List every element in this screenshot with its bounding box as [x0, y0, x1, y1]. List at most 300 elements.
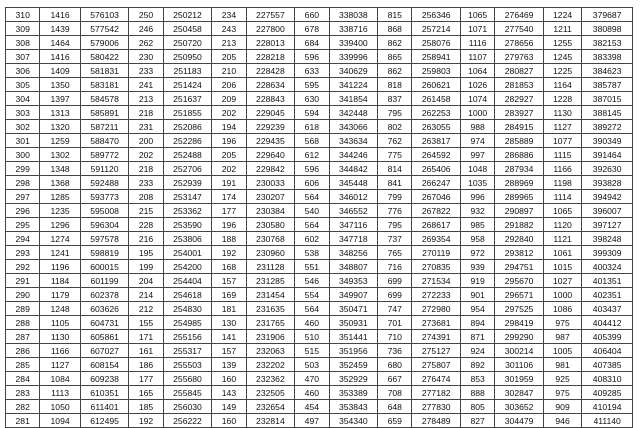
table-cell: 862 [378, 64, 412, 78]
table-cell: 600015 [80, 260, 129, 274]
table-cell: 275807 [412, 358, 461, 372]
table-cell: 1027 [543, 274, 581, 288]
table-row [6, 400, 633, 414]
table-cell: 300 [6, 148, 40, 162]
table-cell: 262 [129, 36, 163, 50]
table-cell: 296 [6, 204, 40, 218]
table-row [6, 106, 633, 120]
table-cell: 510 [295, 330, 329, 344]
table-cell: 1005 [543, 344, 581, 358]
table-row [6, 414, 633, 428]
table-cell: 972 [460, 246, 494, 260]
table-cell: 305 [6, 78, 40, 92]
table-cell: 776 [378, 204, 412, 218]
table-cell: 598819 [80, 246, 129, 260]
table-cell: 195 [129, 246, 163, 260]
table-cell: 379687 [582, 8, 633, 22]
table-cell: 799 [378, 190, 412, 204]
table-cell: 1196 [40, 260, 80, 274]
table-cell: 300214 [495, 344, 544, 358]
table-cell: 1416 [40, 8, 80, 22]
table-cell: 301 [6, 134, 40, 148]
table-cell: 407385 [582, 358, 633, 372]
table-cell: 270119 [412, 246, 461, 260]
table-cell: 383398 [582, 50, 633, 64]
table-cell: 583181 [80, 78, 129, 92]
table-cell: 580422 [80, 50, 129, 64]
table-cell: 343634 [329, 134, 378, 148]
table-cell: 595 [295, 78, 329, 92]
table-cell: 932 [460, 204, 494, 218]
table-cell: 289965 [495, 190, 544, 204]
table-cell: 342448 [329, 106, 378, 120]
table-cell: 814 [378, 162, 412, 176]
table-cell: 267822 [412, 204, 461, 218]
table-cell: 382153 [582, 36, 633, 50]
table-cell: 283927 [495, 106, 544, 120]
table-cell: 234 [212, 8, 246, 22]
table-row [6, 204, 633, 218]
table-cell: 352929 [329, 372, 378, 386]
table-cell: 213 [129, 92, 163, 106]
table-cell: 341224 [329, 78, 378, 92]
table-cell: 939 [460, 260, 494, 274]
table-cell: 1121 [543, 232, 581, 246]
table-cell: 401351 [582, 274, 633, 288]
table-cell: 157 [212, 274, 246, 288]
table-cell: 288 [6, 316, 40, 330]
table-cell: 612 [295, 148, 329, 162]
table-cell: 250 [129, 8, 163, 22]
table-cell: 308 [6, 36, 40, 50]
table-cell: 1071 [460, 22, 494, 36]
table-cell: 209 [212, 92, 246, 106]
table-cell: 1164 [543, 78, 581, 92]
table-cell: 389272 [582, 120, 633, 134]
table-cell: 230033 [246, 176, 295, 190]
table-cell: 254985 [163, 316, 212, 330]
table-cell: 273681 [412, 316, 461, 330]
table-cell: 609238 [80, 372, 129, 386]
table-cell: 174 [212, 190, 246, 204]
table-cell: 130 [212, 316, 246, 330]
table-cell: 297 [6, 190, 40, 204]
table-cell: 246 [129, 22, 163, 36]
table-cell: 302 [6, 120, 40, 134]
table-cell: 278489 [412, 414, 461, 428]
table-cell: 667 [378, 372, 412, 386]
table-cell: 1248 [40, 302, 80, 316]
table-cell: 1179 [40, 288, 80, 302]
table-cell: 243 [212, 22, 246, 36]
table-cell: 827 [460, 414, 494, 428]
table-cell: 596304 [80, 218, 129, 232]
table-cell: 1127 [543, 120, 581, 134]
table-cell: 1127 [40, 358, 80, 372]
table-cell: 894 [460, 316, 494, 330]
table-cell: 279763 [495, 50, 544, 64]
table-cell: 1368 [40, 176, 80, 190]
table-cell: 1397 [40, 92, 80, 106]
table-cell: 564 [295, 190, 329, 204]
table-cell: 1274 [40, 232, 80, 246]
table-cell: 216 [129, 232, 163, 246]
data-table [5, 7, 633, 428]
table-cell: 232362 [246, 372, 295, 386]
table-cell: 1313 [40, 106, 80, 120]
table-cell: 546 [295, 274, 329, 288]
table-cell: 409285 [582, 386, 633, 400]
table-cell: 402351 [582, 288, 633, 302]
table-cell: 584578 [80, 92, 129, 106]
table-cell: 255680 [163, 372, 212, 386]
table-cell: 351441 [329, 330, 378, 344]
table-cell: 397127 [582, 218, 633, 232]
table-cell: 253362 [163, 204, 212, 218]
table-cell: 1065 [460, 8, 494, 22]
table-cell: 605861 [80, 330, 129, 344]
table-cell: 160 [212, 414, 246, 428]
table-cell: 1035 [460, 176, 494, 190]
table-cell: 747 [378, 302, 412, 316]
table-row [6, 218, 633, 232]
table-cell: 554 [295, 288, 329, 302]
table-cell: 230 [129, 50, 163, 64]
table-cell: 579006 [80, 36, 129, 50]
table-cell: 405399 [582, 330, 633, 344]
table-cell: 515 [295, 344, 329, 358]
table-cell: 344246 [329, 148, 378, 162]
table-row [6, 92, 633, 106]
table-cell: 1026 [460, 78, 494, 92]
table-row [6, 372, 633, 386]
table-cell: 581831 [80, 64, 129, 78]
table-row [6, 162, 633, 176]
table-cell: 1084 [40, 372, 80, 386]
table-cell: 576103 [80, 8, 129, 22]
table-cell: 298 [6, 176, 40, 190]
table-cell: 208 [129, 190, 163, 204]
table-cell: 408310 [582, 372, 633, 386]
table-cell: 139 [212, 358, 246, 372]
table-cell: 269354 [412, 232, 461, 246]
table-cell: 1074 [460, 92, 494, 106]
table-cell: 296571 [495, 288, 544, 302]
table-cell: 285889 [495, 134, 544, 148]
table-cell: 597578 [80, 232, 129, 246]
table-cell: 290 [6, 288, 40, 302]
table-cell: 988 [460, 120, 494, 134]
table-cell: 1077 [543, 134, 581, 148]
table-cell: 1130 [40, 330, 80, 344]
table-cell: 396007 [582, 204, 633, 218]
table-cell: 272233 [412, 288, 461, 302]
table-cell: 232202 [246, 358, 295, 372]
table-cell: 610351 [80, 386, 129, 400]
table-cell: 284915 [495, 120, 544, 134]
table-cell: 213 [212, 36, 246, 50]
table-cell: 290897 [495, 204, 544, 218]
table-cell: 1320 [40, 120, 80, 134]
table-cell: 680 [378, 358, 412, 372]
table-cell: 181 [212, 302, 246, 316]
table-cell: 765 [378, 246, 412, 260]
table-cell: 775 [378, 148, 412, 162]
table-cell: 251855 [163, 106, 212, 120]
table-cell: 564 [295, 218, 329, 232]
table-cell: 256030 [163, 400, 212, 414]
table-cell: 1064 [460, 64, 494, 78]
table-cell: 192 [129, 414, 163, 428]
table-cell: 380898 [582, 22, 633, 36]
table-cell: 350931 [329, 316, 378, 330]
table-cell: 250458 [163, 22, 212, 36]
table-cell: 292 [6, 260, 40, 274]
table-cell: 251637 [163, 92, 212, 106]
table-cell: 404412 [582, 316, 633, 330]
table-cell: 345448 [329, 176, 378, 190]
table-cell: 454 [295, 400, 329, 414]
table-cell: 925 [543, 372, 581, 386]
table-cell: 276474 [412, 372, 461, 386]
table-cell: 503 [295, 358, 329, 372]
table-cell: 200 [129, 134, 163, 148]
table-cell: 594 [295, 106, 329, 120]
table-cell: 618 [295, 120, 329, 134]
table-row [6, 176, 633, 190]
table-cell: 398248 [582, 232, 633, 246]
table-cell: 1130 [543, 106, 581, 120]
table-cell: 228 [129, 218, 163, 232]
table-cell: 228428 [246, 64, 295, 78]
table-cell: 258941 [412, 50, 461, 64]
table-cell: 410194 [582, 400, 633, 414]
table-cell: 1065 [543, 204, 581, 218]
table-cell: 901 [460, 288, 494, 302]
table-row [6, 120, 633, 134]
table-cell: 281 [6, 414, 40, 428]
table-cell: 228013 [246, 36, 295, 50]
table-cell: 592488 [80, 176, 129, 190]
table-cell: 227800 [246, 22, 295, 36]
table-cell: 267046 [412, 190, 461, 204]
table-cell: 283 [6, 386, 40, 400]
table-cell: 161 [129, 344, 163, 358]
table-cell: 588470 [80, 134, 129, 148]
table-cell: 805 [460, 400, 494, 414]
table-cell: 302847 [495, 386, 544, 400]
table-cell: 254830 [163, 302, 212, 316]
table-cell: 608154 [80, 358, 129, 372]
table-cell: 1285 [40, 190, 80, 204]
table-cell: 160 [212, 372, 246, 386]
table-cell: 231285 [246, 274, 295, 288]
table-cell: 256222 [163, 414, 212, 428]
table-cell: 264592 [412, 148, 461, 162]
table-cell: 199 [129, 260, 163, 274]
table-cell: 255503 [163, 358, 212, 372]
table-cell: 204 [129, 274, 163, 288]
table-cell: 202 [129, 148, 163, 162]
table-row [6, 386, 633, 400]
table-cell: 1224 [543, 8, 581, 22]
table-cell: 301959 [495, 372, 544, 386]
table-cell: 1120 [543, 218, 581, 232]
table-cell: 354340 [329, 414, 378, 428]
table-cell: 603626 [80, 302, 129, 316]
table-cell: 155 [129, 316, 163, 330]
table-cell: 252706 [163, 162, 212, 176]
table-cell: 865 [378, 50, 412, 64]
table-cell: 196 [212, 134, 246, 148]
table-cell: 708 [378, 386, 412, 400]
table-cell: 411140 [582, 414, 633, 428]
table-cell: 252286 [163, 134, 212, 148]
table-cell: 699 [378, 274, 412, 288]
table-cell: 231765 [246, 316, 295, 330]
table-cell: 260621 [412, 78, 461, 92]
table-row [6, 274, 633, 288]
table-cell: 815 [378, 8, 412, 22]
table-cell: 919 [460, 274, 494, 288]
table-cell: 1184 [40, 274, 80, 288]
table-cell: 231 [129, 120, 163, 134]
table-cell: 253147 [163, 190, 212, 204]
table-cell: 349907 [329, 288, 378, 302]
table-cell: 231454 [246, 288, 295, 302]
table-cell: 353843 [329, 400, 378, 414]
table-cell: 230207 [246, 190, 295, 204]
table-cell: 304 [6, 92, 40, 106]
table-cell: 400324 [582, 260, 633, 274]
table-cell: 286 [6, 344, 40, 358]
table-cell: 551 [295, 260, 329, 274]
table-cell: 277830 [412, 400, 461, 414]
table-cell: 254404 [163, 274, 212, 288]
table-cell: 210 [212, 64, 246, 78]
table-cell: 277182 [412, 386, 461, 400]
table-cell: 230768 [246, 232, 295, 246]
table-row [6, 22, 633, 36]
table-cell: 660 [295, 8, 329, 22]
table-cell: 229045 [246, 106, 295, 120]
table-cell: 394942 [582, 190, 633, 204]
table-cell: 1259 [40, 134, 80, 148]
table-cell: 602 [295, 232, 329, 246]
table-cell: 406404 [582, 344, 633, 358]
table-cell: 306 [6, 64, 40, 78]
table-body [6, 8, 633, 428]
table-cell: 205 [212, 148, 246, 162]
table-cell: 231906 [246, 330, 295, 344]
table-cell: 862 [378, 36, 412, 50]
table-cell: 1114 [543, 190, 581, 204]
table-cell: 274391 [412, 330, 461, 344]
table-cell: 350471 [329, 302, 378, 316]
table-cell: 229435 [246, 134, 295, 148]
table-cell: 1198 [543, 176, 581, 190]
table-cell: 924 [460, 344, 494, 358]
table-cell: 460 [295, 386, 329, 400]
table-cell: 291 [6, 274, 40, 288]
table-cell: 218 [129, 106, 163, 120]
table-cell: 263055 [412, 120, 461, 134]
table-cell: 241 [129, 78, 163, 92]
table-cell: 282 [6, 400, 40, 414]
table-cell: 888 [460, 386, 494, 400]
table-cell: 611401 [80, 400, 129, 414]
table-cell: 295 [6, 218, 40, 232]
table-row [6, 50, 633, 64]
table-cell: 538 [295, 246, 329, 260]
table-cell: 710 [378, 330, 412, 344]
table-cell: 339996 [329, 50, 378, 64]
table-row [6, 358, 633, 372]
table-cell: 388145 [582, 106, 633, 120]
table-cell: 699 [378, 288, 412, 302]
table-cell: 393828 [582, 176, 633, 190]
table-cell: 1302 [40, 148, 80, 162]
table-cell: 149 [212, 400, 246, 414]
table-cell: 250720 [163, 36, 212, 50]
table-cell: 1241 [40, 246, 80, 260]
table-cell: 265406 [412, 162, 461, 176]
table-cell: 678 [295, 22, 329, 36]
table-row [6, 260, 633, 274]
table-cell: 596 [295, 162, 329, 176]
table-cell: 257214 [412, 22, 461, 36]
table-cell: 606 [295, 176, 329, 190]
table-cell: 229842 [246, 162, 295, 176]
table-cell: 293 [6, 246, 40, 260]
table-cell: 291882 [495, 218, 544, 232]
table-cell: 564 [295, 302, 329, 316]
table-cell: 141 [212, 330, 246, 344]
table-row [6, 190, 633, 204]
table-cell: 737 [378, 232, 412, 246]
table-cell: 281853 [495, 78, 544, 92]
table-row [6, 302, 633, 316]
table-cell: 958 [460, 232, 494, 246]
table-cell: 228218 [246, 50, 295, 64]
table-cell: 295670 [495, 274, 544, 288]
table-cell: 214 [129, 288, 163, 302]
table-cell: 974 [460, 134, 494, 148]
table-cell: 868 [378, 22, 412, 36]
table-cell: 168 [212, 260, 246, 274]
table-cell: 268617 [412, 218, 461, 232]
table-cell: 1166 [40, 344, 80, 358]
table-cell: 229239 [246, 120, 295, 134]
table-cell: 232505 [246, 386, 295, 400]
table-cell: 285 [6, 358, 40, 372]
table-cell: 1000 [543, 288, 581, 302]
table-cell: 229640 [246, 148, 295, 162]
table-cell: 353389 [329, 386, 378, 400]
table-cell: 277540 [495, 22, 544, 36]
table-cell: 1166 [543, 162, 581, 176]
table-cell: 975 [543, 316, 581, 330]
table-cell: 255317 [163, 344, 212, 358]
table-cell: 143 [212, 386, 246, 400]
table-cell: 230384 [246, 204, 295, 218]
table-cell: 1439 [40, 22, 80, 36]
table-cell: 293812 [495, 246, 544, 260]
table-cell: 299290 [495, 330, 544, 344]
table-cell: 341854 [329, 92, 378, 106]
table-cell: 253590 [163, 218, 212, 232]
table-cell: 261458 [412, 92, 461, 106]
